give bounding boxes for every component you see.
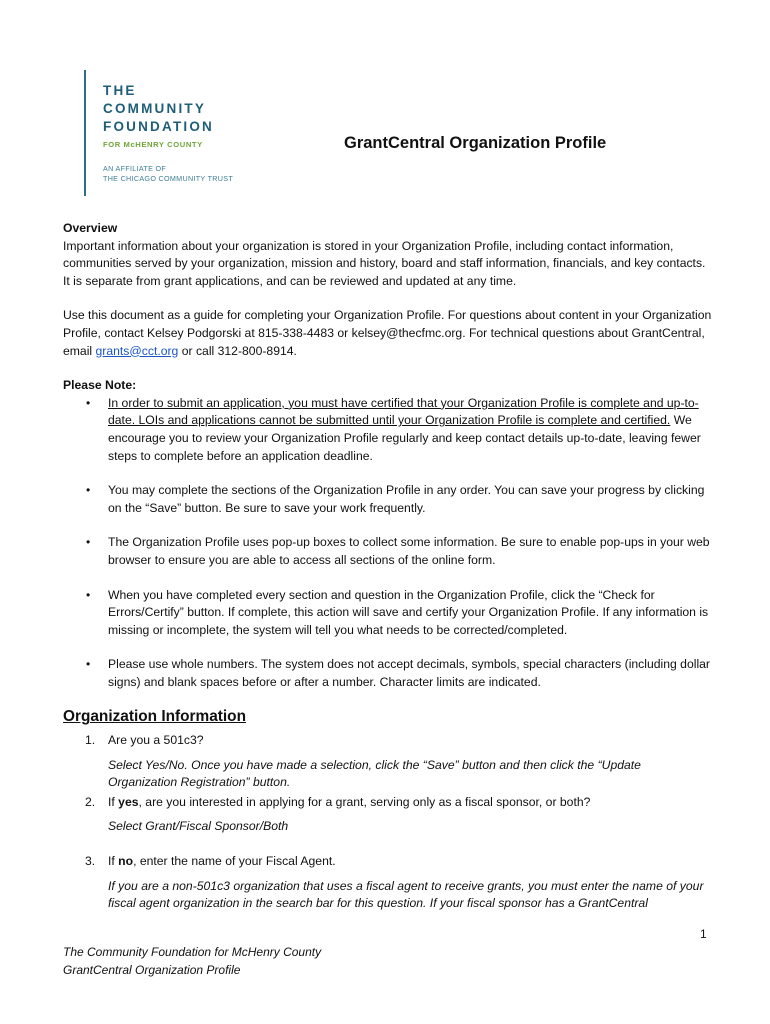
bullet-icon: • — [86, 395, 91, 410]
overview-paragraph-2-after: or call 312-800-8914. — [178, 343, 297, 358]
please-note-list — [63, 395, 713, 692]
overview-heading: Overview — [63, 221, 118, 235]
logo-county: FOR McHENRY COUNTY — [103, 140, 203, 149]
logo-affiliate-line2: THE CHICAGO COMMUNITY TRUST — [103, 174, 234, 183]
bullet-icon: • — [86, 587, 91, 602]
logo-text-foundation: FOUNDATION — [103, 119, 214, 134]
question-1-help: Select Yes/No. Once you have made a selection, click the “Save” button and then click the “Update Organization Registration” button. — [108, 757, 641, 790]
question-3-number: 3. — [85, 854, 96, 869]
document-body — [63, 220, 713, 913]
note-item-2-text: You may complete the sections of the Organization Profile in any order. You can save your progress by clicking on the “Save” button. Be sure to save your work frequently. — [108, 483, 705, 515]
question-1-number: 1. — [85, 733, 96, 748]
question-list — [63, 732, 713, 913]
question-3 — [63, 853, 713, 913]
question-1-text: Are you a 501c3? — [108, 733, 204, 748]
question-3-pre: If — [108, 854, 119, 869]
note-item-3 — [63, 534, 713, 569]
grants-email-link[interactable]: grants@cct.org — [95, 343, 179, 358]
note-item-1 — [63, 395, 713, 465]
note-item-1-rest: We encourage you to review your Organization Profile regularly and keep contact details up-to-date, leaving fewer steps to complete before an application deadline. — [108, 413, 701, 463]
question-3-bold: no — [118, 854, 134, 869]
question-1 — [63, 732, 713, 792]
bullet-icon: • — [86, 535, 91, 550]
question-3-post: , enter the name of your Fiscal Agent. — [133, 854, 336, 869]
note-item-1-underlined: In order to submit an application, you must have certified that your Organization Profile is complete and up-to-date. LOIs and applications cannot be submitted until your Organization Profile is complete and certified. — [108, 395, 699, 428]
please-note-heading: Please Note: — [63, 378, 137, 393]
question-2-number: 2. — [85, 794, 96, 809]
question-2-pre: If — [108, 794, 119, 809]
overview-paragraph-1: Important information about your organization is stored in your Organization Profile, including contact information, communities served by your organization, mission and history, board and staff information, financials, and key contacts. It is separate from grant applications, and can be reviewed and updated at any time. — [63, 238, 706, 288]
question-2-help: Select Grant/Fiscal Sponsor/Both — [108, 819, 289, 834]
bullet-icon: • — [86, 483, 91, 498]
question-2 — [63, 794, 713, 836]
note-item-3-text: The Organization Profile uses pop-up boxes to collect some information. Be sure to enable pop-ups in your web browser to ensure you are able to access all sections of the online form. — [108, 535, 710, 567]
note-item-4-text: When you have completed every section and question in the Organization Profile, click the “Check for Errors/Certify” button. If complete, this action will save and certify your Organization Profile. If any information is missing or incomplete, the system will tell you what needs to be corrected/completed. — [108, 587, 709, 637]
note-item-5-text: Please use whole numbers. The system does not accept decimals, symbols, special characters (including dollar signs) and blank spaces before or after a number. Character limits are indicated. — [108, 657, 710, 689]
bullet-icon: • — [86, 657, 91, 672]
page-footer — [63, 943, 321, 979]
question-3-help: If you are a non-501c3 organization that uses a fiscal agent to receive grants, you must enter the name of your fiscal agent organization in the search bar for this question. If your fiscal sponsor has a GrantCentral — [108, 878, 704, 911]
document-title: GrantCentral Organization Profile — [344, 134, 607, 152]
page-number: 1 — [700, 927, 707, 941]
footer-line-1: The Community Foundation for McHenry County — [63, 945, 322, 959]
logo-text-the: THE — [103, 83, 137, 98]
organization-information-heading: Organization Information — [63, 708, 246, 726]
overview-paragraph-2 — [63, 307, 713, 360]
footer-line-2: GrantCentral Organization Profile — [63, 963, 241, 977]
logo-divider-bar — [84, 70, 86, 196]
note-item-2 — [63, 482, 713, 517]
logo-affiliate-line1: AN AFFILIATE OF — [103, 164, 167, 173]
logo-text-community: COMMUNITY — [103, 101, 207, 116]
note-item-5 — [63, 656, 713, 691]
question-2-post: , are you interested in applying for a grant, serving only as a fiscal sponsor, or both? — [138, 794, 591, 809]
question-2-bold: yes — [118, 794, 139, 809]
overview-paragraph-2-text: Use this document as a guide for completing your Organization Profile. For questions about content in your Organization Profile, contact Kelsey Podgorski at 815-338-4483 or kelsey@thecfmc.org. For technical questions about GrantCentral, email — [63, 308, 712, 358]
note-item-4 — [63, 587, 713, 640]
